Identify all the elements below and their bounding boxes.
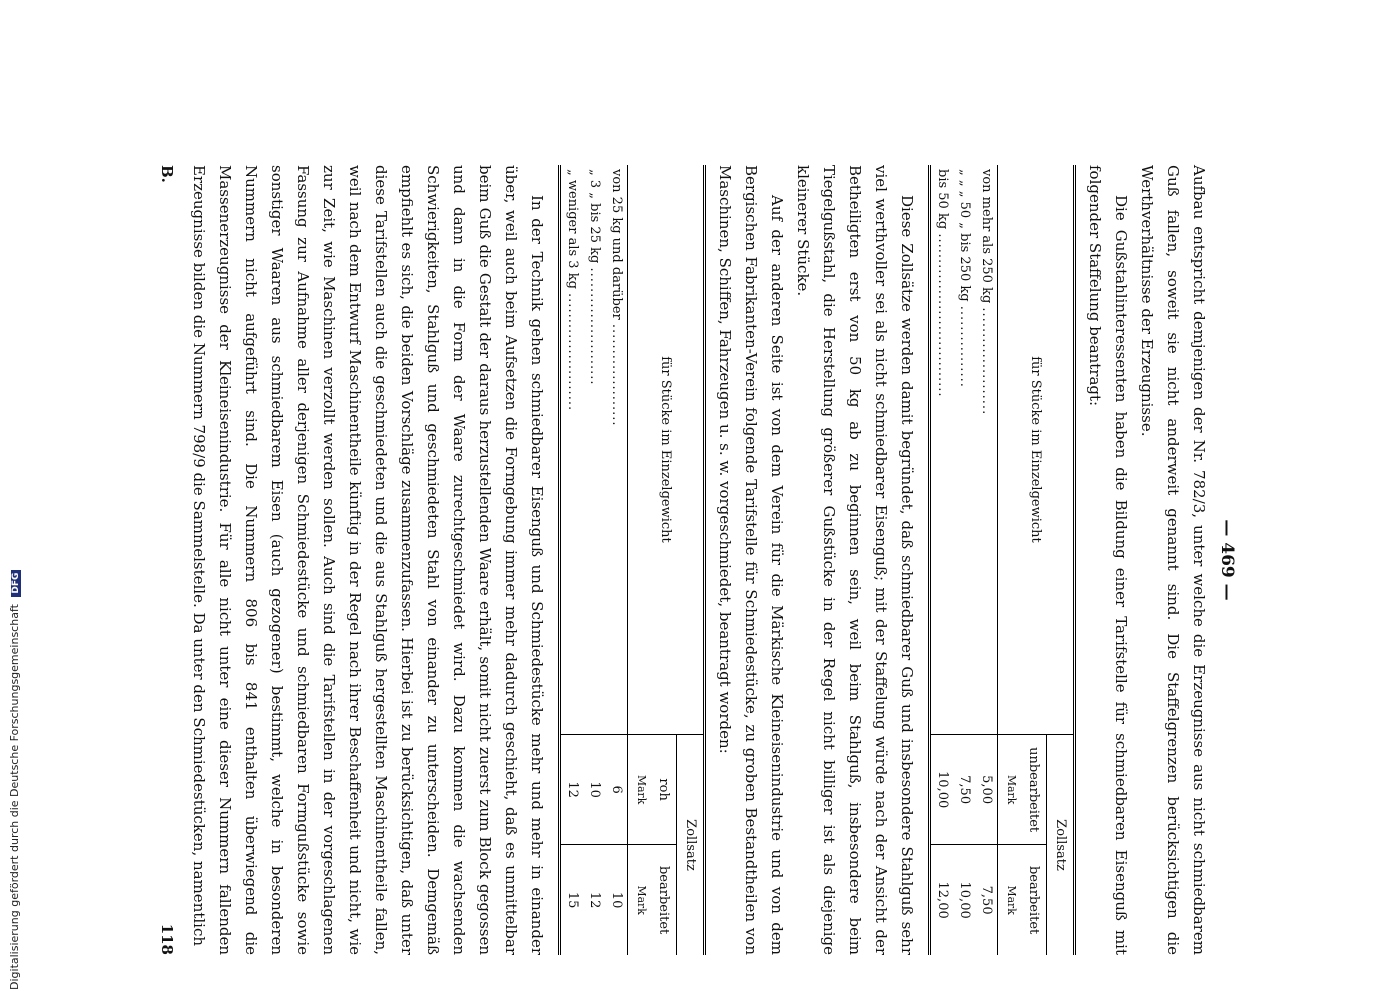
table1-header-group: Zollsatz — [1047, 735, 1075, 955]
table-row: von mehr als 250 kg ..................... 5,00 7,50 — [975, 165, 998, 955]
scanned-page — [150, 165, 1240, 955]
table2-header-group: Zollsatz — [677, 735, 705, 955]
tariff-table-schmiedestuecke — [558, 165, 706, 955]
paragraph-justification: Diese Zollsätze werden damit begründet, daß schmiedbarer Guß und insbesondere Stahlguß sehr viel werthvoller sei als nicht schmiedbarer Eisenguß; mit der Staffelung würde nach der Ansicht der Betheiligten erst von 50 kg ab zu beginnen sein, weil beim Stahlguß, insbesondere beim Tiegelgußstahl, die Herstellung größerer Gußstücke in der Regel nicht billiger ist als diejenige kleinerer Stücke. — [794, 165, 916, 955]
table-row: „ weniger als 3 kg ....................... 12 15 — [560, 165, 584, 955]
tariff-table-eisenguss — [928, 165, 1076, 955]
table-row: „ 3 „ bis 25 kg ....................... 10 12 — [583, 165, 605, 955]
paragraph-technique: In der Technik gehen schmiedbarer Eisenguß und Schmiedestücke mehr und mehr in einander über, weil auch beim Aufsetzen die Formgebung immer mehr dadurch geschieht, daß es unmittelbar beim Guß die Gestalt der daraus herzustellenden Waare erhält, somit nicht zuerst zum Block gegossen und dann in die Form der Waare zurechtgeschmiedet wird. Dazu kommen die wachsenden Schwierigkeiten, Stahlguß und geschmiedeten Stahl von einander zu unterscheiden. Demgemäß empfiehlt es sich, die beiden Vorschläge zusammenzufassen. Hierbei ist zu berücksichtigen, daß unter diese Tarifstellen auch die geschmiedeten und die aus Stahlguß hergestellten Maschinentheile fallen, weil nach dem Entwurf Maschinentheile künftig in der Regel nach ihrer Beschaffenheit und nicht, wie zur Zeit, wie Maschinen verzollt werden sollen. Auch sind die Tarifstellen in der vorgeschlagenen Fassung zur Aufnahme aller derjenigen Schmiedestücke und schmiedbaren Formgußstücke sowie sonstiger Waaren aus schmiedbarem Eisen (auch gezogener) bestimmt, welche in besonderen Nummern nicht aufgeführt sind. Die Nummern 806 bis 841 enthalten überwiegend die Massenerzeugnisse der Kleineisenindustrie. Für alle nicht unter eine dieser Nummern fallenden Erzeugnisse bilden die Nummern 798/9 die Sammelstelle. Da unter den Schmiedestücken, namentlich — [190, 165, 546, 955]
page-footer — [154, 165, 180, 955]
dfg-logo: DFG — [11, 570, 21, 597]
table1-header-desc: für Stücke im Einzelgewicht — [998, 165, 1075, 735]
page-number: — 469 — — [1217, 519, 1237, 601]
table2-header-col1: roh Mark — [628, 735, 677, 845]
paragraph-intro: Aufbau entspricht demjenigen der Nr. 782/3, unter welche die Erzeugnisse aus nicht schmiedbarem Guß fallen, soweit sie nicht anderweit genannt sind. Die Staffelgrenzen berücksichtigen die Werthverhältnisse der Erzeugnisse. — [1138, 165, 1208, 955]
table2-header-col2: bearbeitet Mark — [628, 845, 677, 955]
footer-sheet-number: 118 — [158, 923, 176, 955]
table2-header-desc: für Stücke im Einzelgewicht — [628, 165, 705, 735]
table-row: „ „ „ 50 „ bis 250 kg ................ 7,50 10,00 — [953, 165, 975, 955]
table-row: von 25 kg und darüber .................... 6 10 — [605, 165, 628, 955]
digitization-credit — [8, 570, 21, 990]
digitization-credit-text: Digitalisierung gefördert durch die Deutsche Forschungsgemeinschaft — [8, 604, 21, 990]
paragraph-proposal: Die Gußstahlinteressenten haben die Bildung einer Tarifstelle für schmiedbaren Eisenguß mit folgender Staffelung beantragt: — [1086, 165, 1130, 955]
table1-header-col2: bearbeitet Mark — [998, 845, 1047, 955]
paragraph-counterproposal: Auf der anderen Seite ist von dem Verein für die Märkische Kleineisenindustrie und von dem Bergischen Fabrikanten-Verein folgende Tarifstelle für Schmiedestücke, zu groben Bestandtheilen von Maschinen, Schiffen, Fahrzeugen u. s. w. vorgeschmiedet, beantragt worden: — [716, 165, 786, 955]
footer-signature-mark: B. — [158, 165, 176, 183]
table1-header-col1: unbearbeitet Mark — [998, 735, 1047, 845]
table-row: bis 50 kg ................................ 10,00 12,00 — [930, 165, 954, 955]
